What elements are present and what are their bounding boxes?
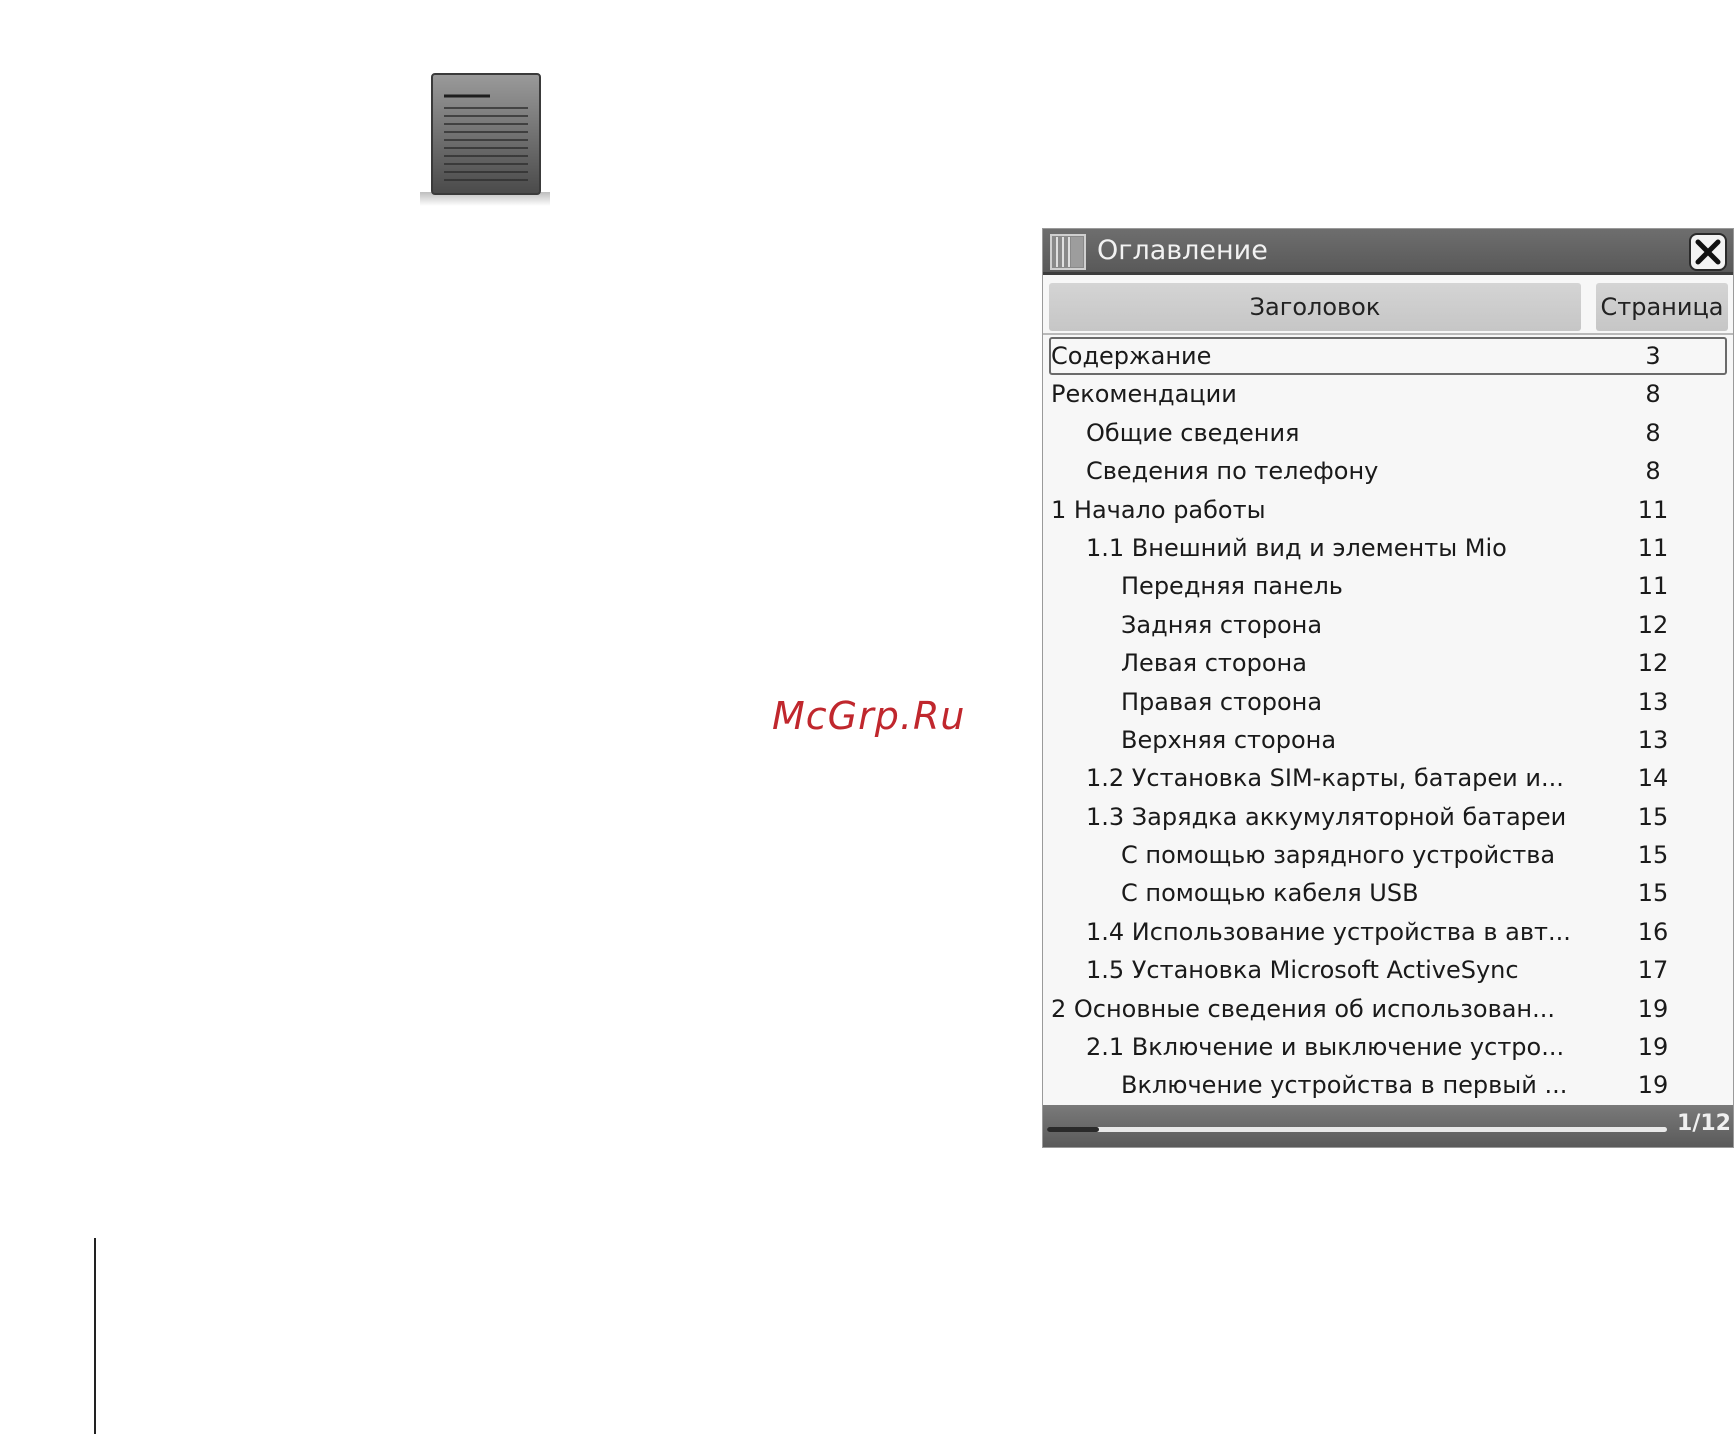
toc-row-page: 17 [1637, 956, 1669, 985]
toc-row[interactable] [1043, 567, 1733, 605]
toc-row[interactable] [1043, 452, 1733, 490]
toc-row-page: 8 [1645, 457, 1661, 486]
toc-row-title: 2.1 Включение и выключение устро... [1086, 1033, 1565, 1062]
toc-row-title: Правая сторона [1121, 687, 1323, 716]
toc-row-title: 1 Начало работы [1051, 495, 1266, 524]
toc-row-page: 14 [1637, 764, 1669, 793]
margin-rule [94, 1238, 96, 1434]
watermark: McGrp.Ru [772, 694, 966, 738]
column-header-row [1043, 277, 1733, 335]
toc-row-page: 11 [1637, 572, 1669, 601]
toc-row[interactable] [1043, 798, 1733, 836]
table-of-contents-icon[interactable] [420, 70, 550, 210]
toc-row[interactable] [1043, 951, 1733, 989]
toc-row-title: Передняя панель [1121, 572, 1343, 601]
toc-row-page: 15 [1637, 879, 1669, 908]
toc-row-page: 12 [1637, 610, 1669, 639]
toc-list [1043, 337, 1733, 1105]
toc-row-page: 11 [1637, 495, 1669, 524]
toc-row[interactable] [1043, 990, 1733, 1028]
toc-row-page: 16 [1637, 917, 1669, 946]
toc-window [1042, 228, 1734, 1148]
toc-row-page: 8 [1645, 380, 1661, 409]
toc-row[interactable] [1043, 913, 1733, 951]
toc-row[interactable] [1043, 606, 1733, 644]
toc-row[interactable] [1043, 375, 1733, 413]
toc-row[interactable] [1043, 529, 1733, 567]
toc-row[interactable] [1043, 759, 1733, 797]
toc-row-page: 19 [1637, 994, 1669, 1023]
toc-row-title: Содержание [1051, 342, 1212, 370]
toc-row-title: Включение устройства в первый ... [1121, 1071, 1568, 1100]
toc-row-page: 19 [1637, 1071, 1669, 1100]
close-icon [1691, 235, 1725, 269]
toc-row-title: Общие сведения [1086, 418, 1300, 447]
toc-row-page: 12 [1637, 649, 1669, 678]
toc-row-title: 1.1 Внешний вид и элементы Mio [1086, 533, 1507, 562]
page-progress-fill [1047, 1127, 1099, 1132]
toc-row[interactable] [1043, 683, 1733, 721]
toc-row-title: Сведения по телефону [1086, 457, 1379, 486]
toc-row[interactable] [1043, 874, 1733, 912]
toc-row-title: Верхняя сторона [1121, 725, 1337, 754]
toc-row-title: 1.2 Установка SIM-карты, батареи и... [1086, 764, 1564, 793]
toc-row-page: 11 [1637, 533, 1669, 562]
toc-row-page: 13 [1637, 687, 1669, 716]
toc-row[interactable] [1043, 491, 1733, 529]
toc-row[interactable] [1043, 1028, 1733, 1066]
column-header-heading[interactable]: Заголовок [1049, 283, 1581, 331]
close-button[interactable] [1689, 233, 1727, 271]
status-bar [1043, 1105, 1733, 1147]
toc-row-title: 1.5 Установка Microsoft ActiveSync [1086, 956, 1519, 985]
toc-row-page: 13 [1637, 725, 1669, 754]
toc-row-title: 1.4 Использование устройства в авт... [1086, 917, 1571, 946]
toc-row-page: 15 [1637, 802, 1669, 831]
toc-row[interactable] [1043, 644, 1733, 682]
toc-row-page: 8 [1645, 418, 1661, 447]
page-progress-bar[interactable] [1047, 1127, 1667, 1132]
toc-row-page: 15 [1637, 841, 1669, 870]
toc-row-title: Левая сторона [1121, 649, 1307, 678]
toc-row-title: Задняя сторона [1121, 610, 1323, 639]
toc-row[interactable] [1043, 1066, 1733, 1104]
toc-row[interactable] [1043, 721, 1733, 759]
column-header-page[interactable]: Страница [1596, 283, 1728, 331]
toc-row-page: 3 [1645, 342, 1661, 370]
window-title: Оглавление [1097, 235, 1268, 266]
toc-row-title: 2 Основные сведения об использован... [1051, 994, 1555, 1023]
toc-row[interactable] [1043, 414, 1733, 452]
toc-row-title: С помощью зарядного устройства [1121, 841, 1556, 870]
page-indicator: 1/12 [1677, 1111, 1731, 1136]
title-bar [1043, 229, 1733, 275]
toc-row-title: Рекомендации [1051, 380, 1237, 409]
toc-row-page: 19 [1637, 1033, 1669, 1062]
toc-row-title: С помощью кабеля USB [1121, 879, 1419, 908]
toc-row[interactable] [1049, 337, 1727, 375]
toc-row-title: 1.3 Зарядка аккумуляторной батареи [1086, 802, 1567, 831]
book-icon [1049, 233, 1087, 271]
toc-row[interactable] [1043, 836, 1733, 874]
